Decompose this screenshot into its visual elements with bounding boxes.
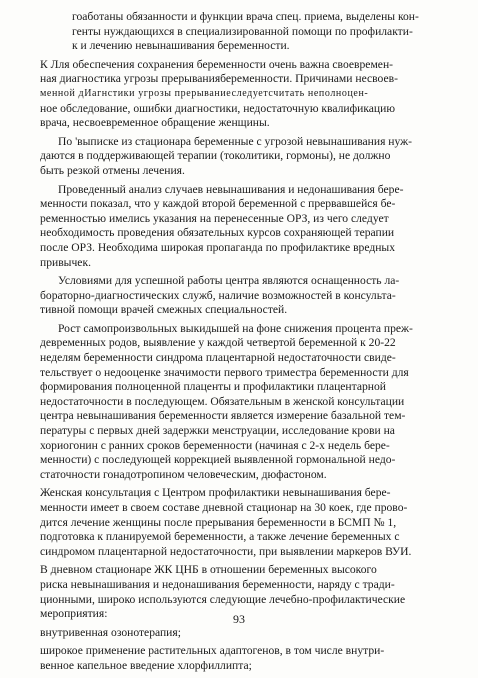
- text-line: ременностью имелись указания на перенесенные ОРЗ, из чего следует: [40, 211, 389, 225]
- text-line: бораторно-диагностических служб, наличие возможностей в консульта-: [40, 288, 396, 302]
- text-line: необходимость проведения обязательных курсов сохраняющей терапии: [40, 226, 395, 240]
- text-line: тивной помощи врачей смежных специальностей.: [40, 303, 288, 317]
- text-line: привычек.: [40, 255, 91, 269]
- text-line: Женская консультация с Центром профилактики невынашивания бере-: [40, 486, 391, 500]
- text-line: менной дИагнcтики угрозы прерываниеследуетсчитать неполноцен-: [40, 87, 369, 99]
- text-line: быть резкой отмены лечения.: [40, 163, 185, 177]
- text-line: статочности гонадотропином человеческим, дюфастоном.: [40, 467, 327, 481]
- text-line: к и лечению невынашивания беременности.: [72, 39, 290, 53]
- text-line: ционными, широко используются следующие лечебно-профилактические: [40, 592, 406, 606]
- text-line: риска невынашивания и недонашивания беременности, наряду с тради-: [40, 577, 395, 591]
- paragraph-2: [40, 58, 460, 131]
- text-line: пературы с первых дней задержки менструации, исследование крови на: [40, 424, 395, 438]
- paragraph-4: [40, 183, 460, 271]
- text-line: центра невынашивания беременности является измерение базальной тем-: [40, 409, 406, 423]
- text-line: В дневном стационаре ЖК ЦНБ в отношении беременных высокого: [40, 563, 377, 577]
- text-line: широкое применение растительных адаптогенов, в том числе внутри-: [40, 644, 385, 658]
- text-line: Рост самопроизвольных выкидышей на фоне снижения процента преж-: [58, 321, 413, 335]
- text-line: менности) с последующей коррекцией выявленной гормональной недо-: [40, 453, 396, 467]
- text-line: венное капельное введение хлорфиллипта;: [40, 658, 252, 672]
- paragraph-1: [40, 10, 460, 54]
- text-line: синдромом плацентарной недостаточности, при выявлении маркеров ВУИ.: [40, 544, 412, 558]
- text-line: внутривенная озонотерапия;: [40, 625, 181, 639]
- text-line: мероприятия:: [40, 607, 108, 621]
- text-line: гоабoтaны обязанности и функции врача спец. приема, выделены кон-: [72, 10, 419, 23]
- text-line: формирования полноценной плаценты и профилактики плацентарной: [40, 380, 386, 394]
- list-item: [40, 644, 460, 673]
- text-line: По 'выписке из стационара беременные с угрозой невынашивания нуж-: [58, 134, 413, 148]
- text-line: хориогонин с ранних сроков беременности (начиная с 2-х недель бере-: [40, 438, 390, 452]
- paragraph-7: [40, 486, 460, 559]
- text-line: менности имеет в своем составе дневной стационар на 30 коек, где прово-: [40, 501, 408, 514]
- text-line: К Лля обеспечения сохранения беременности очень важна своевремен-: [40, 57, 394, 71]
- text-line: недостаточности в последующем. Обязательным в женской консультации: [40, 394, 405, 408]
- text-line: даются в поддерживающей терапии (токолитики, гормоны), не должно: [40, 149, 391, 163]
- text-line: после ОРЗ. Необходима широкая пропаганда по профилактике вредных: [40, 240, 396, 254]
- text-line: Условиями для успешной работы центра являются оснащенность ла-: [58, 274, 400, 288]
- list-item: [40, 626, 460, 641]
- text-line: Проведенный анализ случаев невынашивания и недонашивания бере-: [58, 182, 404, 196]
- text-line: врача, несвоевременное обращение женщины.: [40, 116, 270, 130]
- text-line: дится лечение женщины после прерывания беременности в БСМП № 1,: [40, 515, 397, 529]
- text-line: ная диагностика угрозы прерываниябеременности. Причинами несвоев-: [40, 72, 398, 86]
- text-line: генты нуждающихся в специализированной помощи по профилакти-: [72, 24, 413, 38]
- paragraph-6: [40, 322, 460, 483]
- body-text: [40, 10, 460, 678]
- paragraph-5: [40, 274, 460, 318]
- text-line: подготовка к планируемой беременности, а также лечение беременных с: [40, 530, 400, 544]
- text-line: тельствует о недооценке значимости первого триместра беременности для: [40, 365, 409, 379]
- page-number: 93: [233, 612, 245, 626]
- text-line: девременных родов, выявление у каждой четвертой беременной к 20-22: [40, 336, 396, 350]
- text-line: менности показал, что у каждой второй беременной с прервавшейся бе-: [40, 197, 396, 211]
- paragraph-3: [40, 135, 460, 179]
- text-line: неделям беременности синдрома плацентарной недостаточности свиде-: [40, 351, 396, 365]
- text-line: ное обследование, ошибки диагностики, недостаточную квалификацию: [40, 101, 395, 115]
